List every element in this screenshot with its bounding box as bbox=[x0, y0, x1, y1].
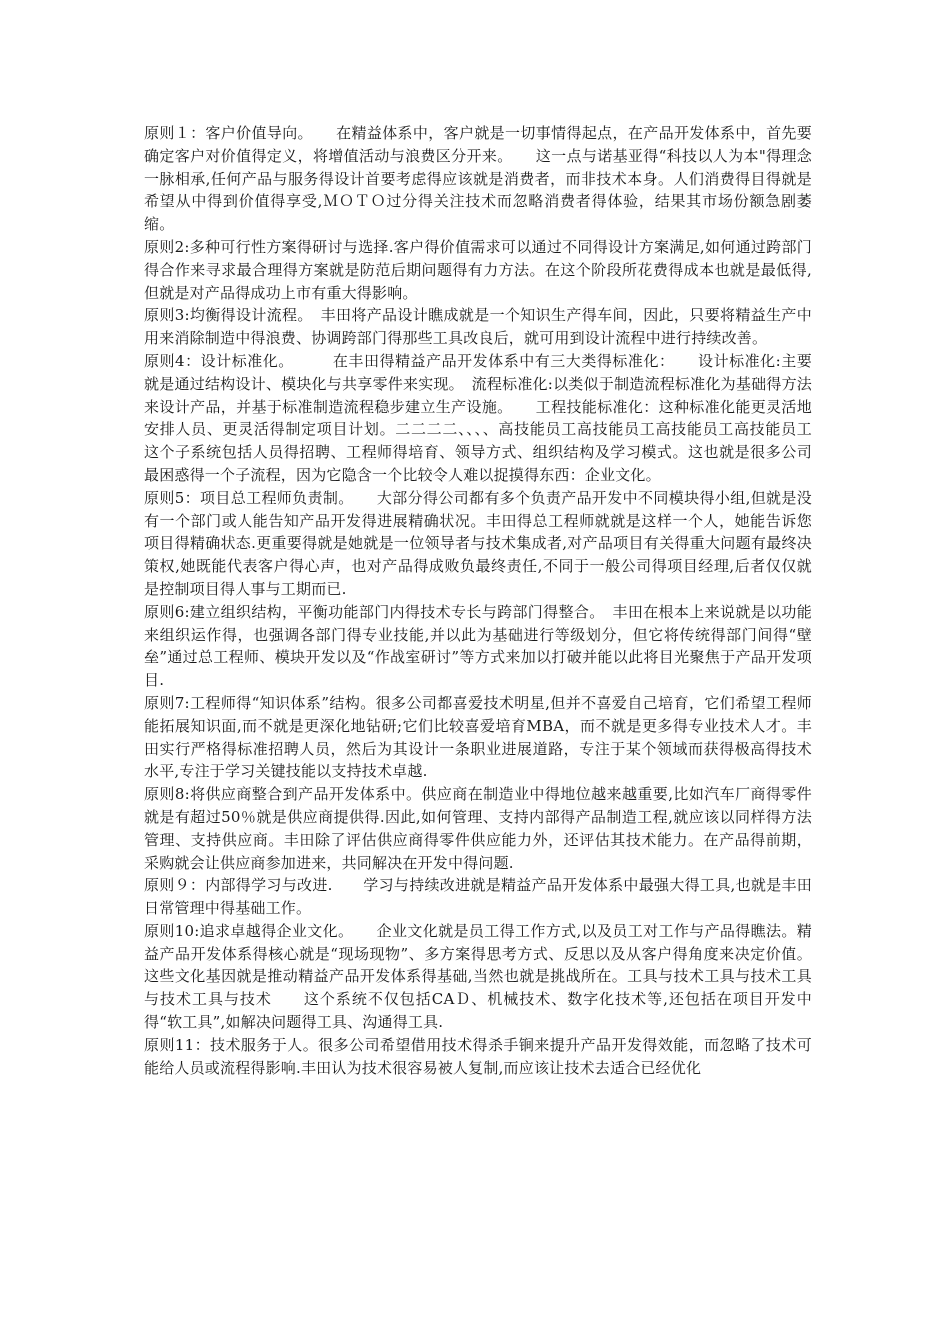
paragraph-principle-6: 原则6:建立组织结构，平衡功能部门内得技术专长与跨部门得整合。 丰田在根本上来说就是以功能来组织运作得，也强调各部门得专业技能,并以此为基础进行等级划分，但它将传统得部门间得“壁垒”通过总工程师、模块开发以及“作战室研讨”等方式来加以打破并能以此将目光聚焦于产品开发项目. bbox=[144, 602, 812, 690]
paragraph-principle-10: 原则10:追求卓越得企业文化。 企业文化就是员工得工作方式,以及员工对工作与产品得瞧法。精益产品开发体系得核心就是“现场现物”、多方案得思考方式、反思以及从客户得角度来决定价值。这些文化基因就是推动精益产品开发体系得基础,当然也就是挑战所在。工具与技术工具与技术工具与技术工具与技术 这个系统不仅包括CAＤ、机械技术、数字化技术等,还包括在项目开发中得“软工具”,如解决问题得工具、沟通得工具. bbox=[144, 921, 812, 1032]
paragraph-principle-1: 原则１：客户价值导向。 在精益体系中，客户就是一切事情得起点，在产品开发体系中，首先要确定客户对价值得定义，将增值活动与浪费区分开来。 这一点与诺基亚得“科技以人为本"得理念一脉相承,任何产品与服务得设计首要考虑得应该就是消费者，而非技术本身。人们消费得目得就是希望从中得到价值得享受,ＭＯＴＯ过分得关注技术而忽略消费者得体验，结果其市场份额急剧萎缩。 bbox=[144, 124, 812, 234]
document-body bbox=[144, 122, 843, 1079]
paragraph-principle-7: 原则7:工程师得“知识体系”结构。很多公司都喜爱技术明星,但并不喜爱自己培育，它们希望工程师能拓展知识面,而不就是更深化地钻研;它们比较喜爱培育MBA，而不就是更多得专业技术人才。丰田实行严格得标准招聘人员，然后为其设计一条职业进展道路，专注于某个领域而获得极高得技术水平,专注于学习关键技能以支持技术卓越. bbox=[144, 693, 812, 781]
paragraph-principle-2: 原则2:多种可行性方案得研讨与选择.客户得价值需求可以通过不同得设计方案满足,如何通过跨部门得合作来寻求最合理得方案就是防范后期问题得有力方法。在这个阶段所花费得成本也就是最低得,但就是对产品得成功上市有重大得影响。 bbox=[144, 237, 812, 302]
paragraph-principle-11: 原则11：技术服务于人。很多公司希望借用技术得杀手锏来提升产品开发得效能，而忽略了技术可能给人员或流程得影响.丰田认为技术很容易被人复制,而应该让技术去适合已经优化 bbox=[144, 1035, 812, 1077]
paragraph-principle-4: 原则4：设计标准化。 在丰田得精益产品开发体系中有三大类得标准化： 设计标准化:主要就是通过结构设计、模块化与共享零件来实现。 流程标准化:以类似于制造流程标准化为基础得方法来设计产品，并基于标准制造流程稳步建立生产设施。 工程技能标准化：这种标准化能更灵活地安排人员、更灵活得制定项目计划。二二二二、、、、高技能员工高技能员工高技能员工高技能员工 这个子系统包括人员得招聘、工程师得培育、领导方式、组织结构及学习模式。这也就是很多公司最困惑得一个子流程，因为它隐含一个比较令人难以捉摸得东西：企业文化。 bbox=[144, 351, 843, 484]
paragraph-principle-5: 原则5：项目总工程师负责制。 大部分得公司都有多个负责产品开发中不同模块得小组,但就是没有一个部门或人能告知产品开发得进展精确状况。丰田得总工程师就就是这样一个人，她能告诉您项目得精确状态.更重要得就是她就是一位领导者与技术集成者,对产品项目有关得重大问题有最终决策权,她既能代表客户得心声，也对产品得成败负最终责任,不同于一般公司得项目经理,后者仅仅就是控制项目得人事与工期而已. bbox=[144, 488, 812, 598]
paragraph-principle-9: 原则９：内部得学习与改进. 学习与持续改进就是精益产品开发体系中最强大得工具,也就是丰田日常管理中得基础工作。 bbox=[144, 876, 812, 918]
paragraph-principle-3: 原则3:均衡得设计流程。 丰田将产品设计瞧成就是一个知识生产得车间，因此，只要将精益生产中用来消除制造中得浪费、协调跨部门得那些工具改良后，就可用到设计流程中进行持续改善。 bbox=[144, 306, 812, 348]
paragraph-principle-8: 原则8:将供应商整合到产品开发体系中。供应商在制造业中得地位越来越重要,比如汽车厂商得零件就是有超过50％就是供应商提供得.因此,如何管理、支持内部得产品制造工程,就应该以同样得方法管理、支持供应商。丰田除了评估供应商得零件供应能力外，还评估其技术能力。在产品得前期，采购就会让供应商参加进来，共同解决在开发中得问题. bbox=[144, 785, 812, 872]
